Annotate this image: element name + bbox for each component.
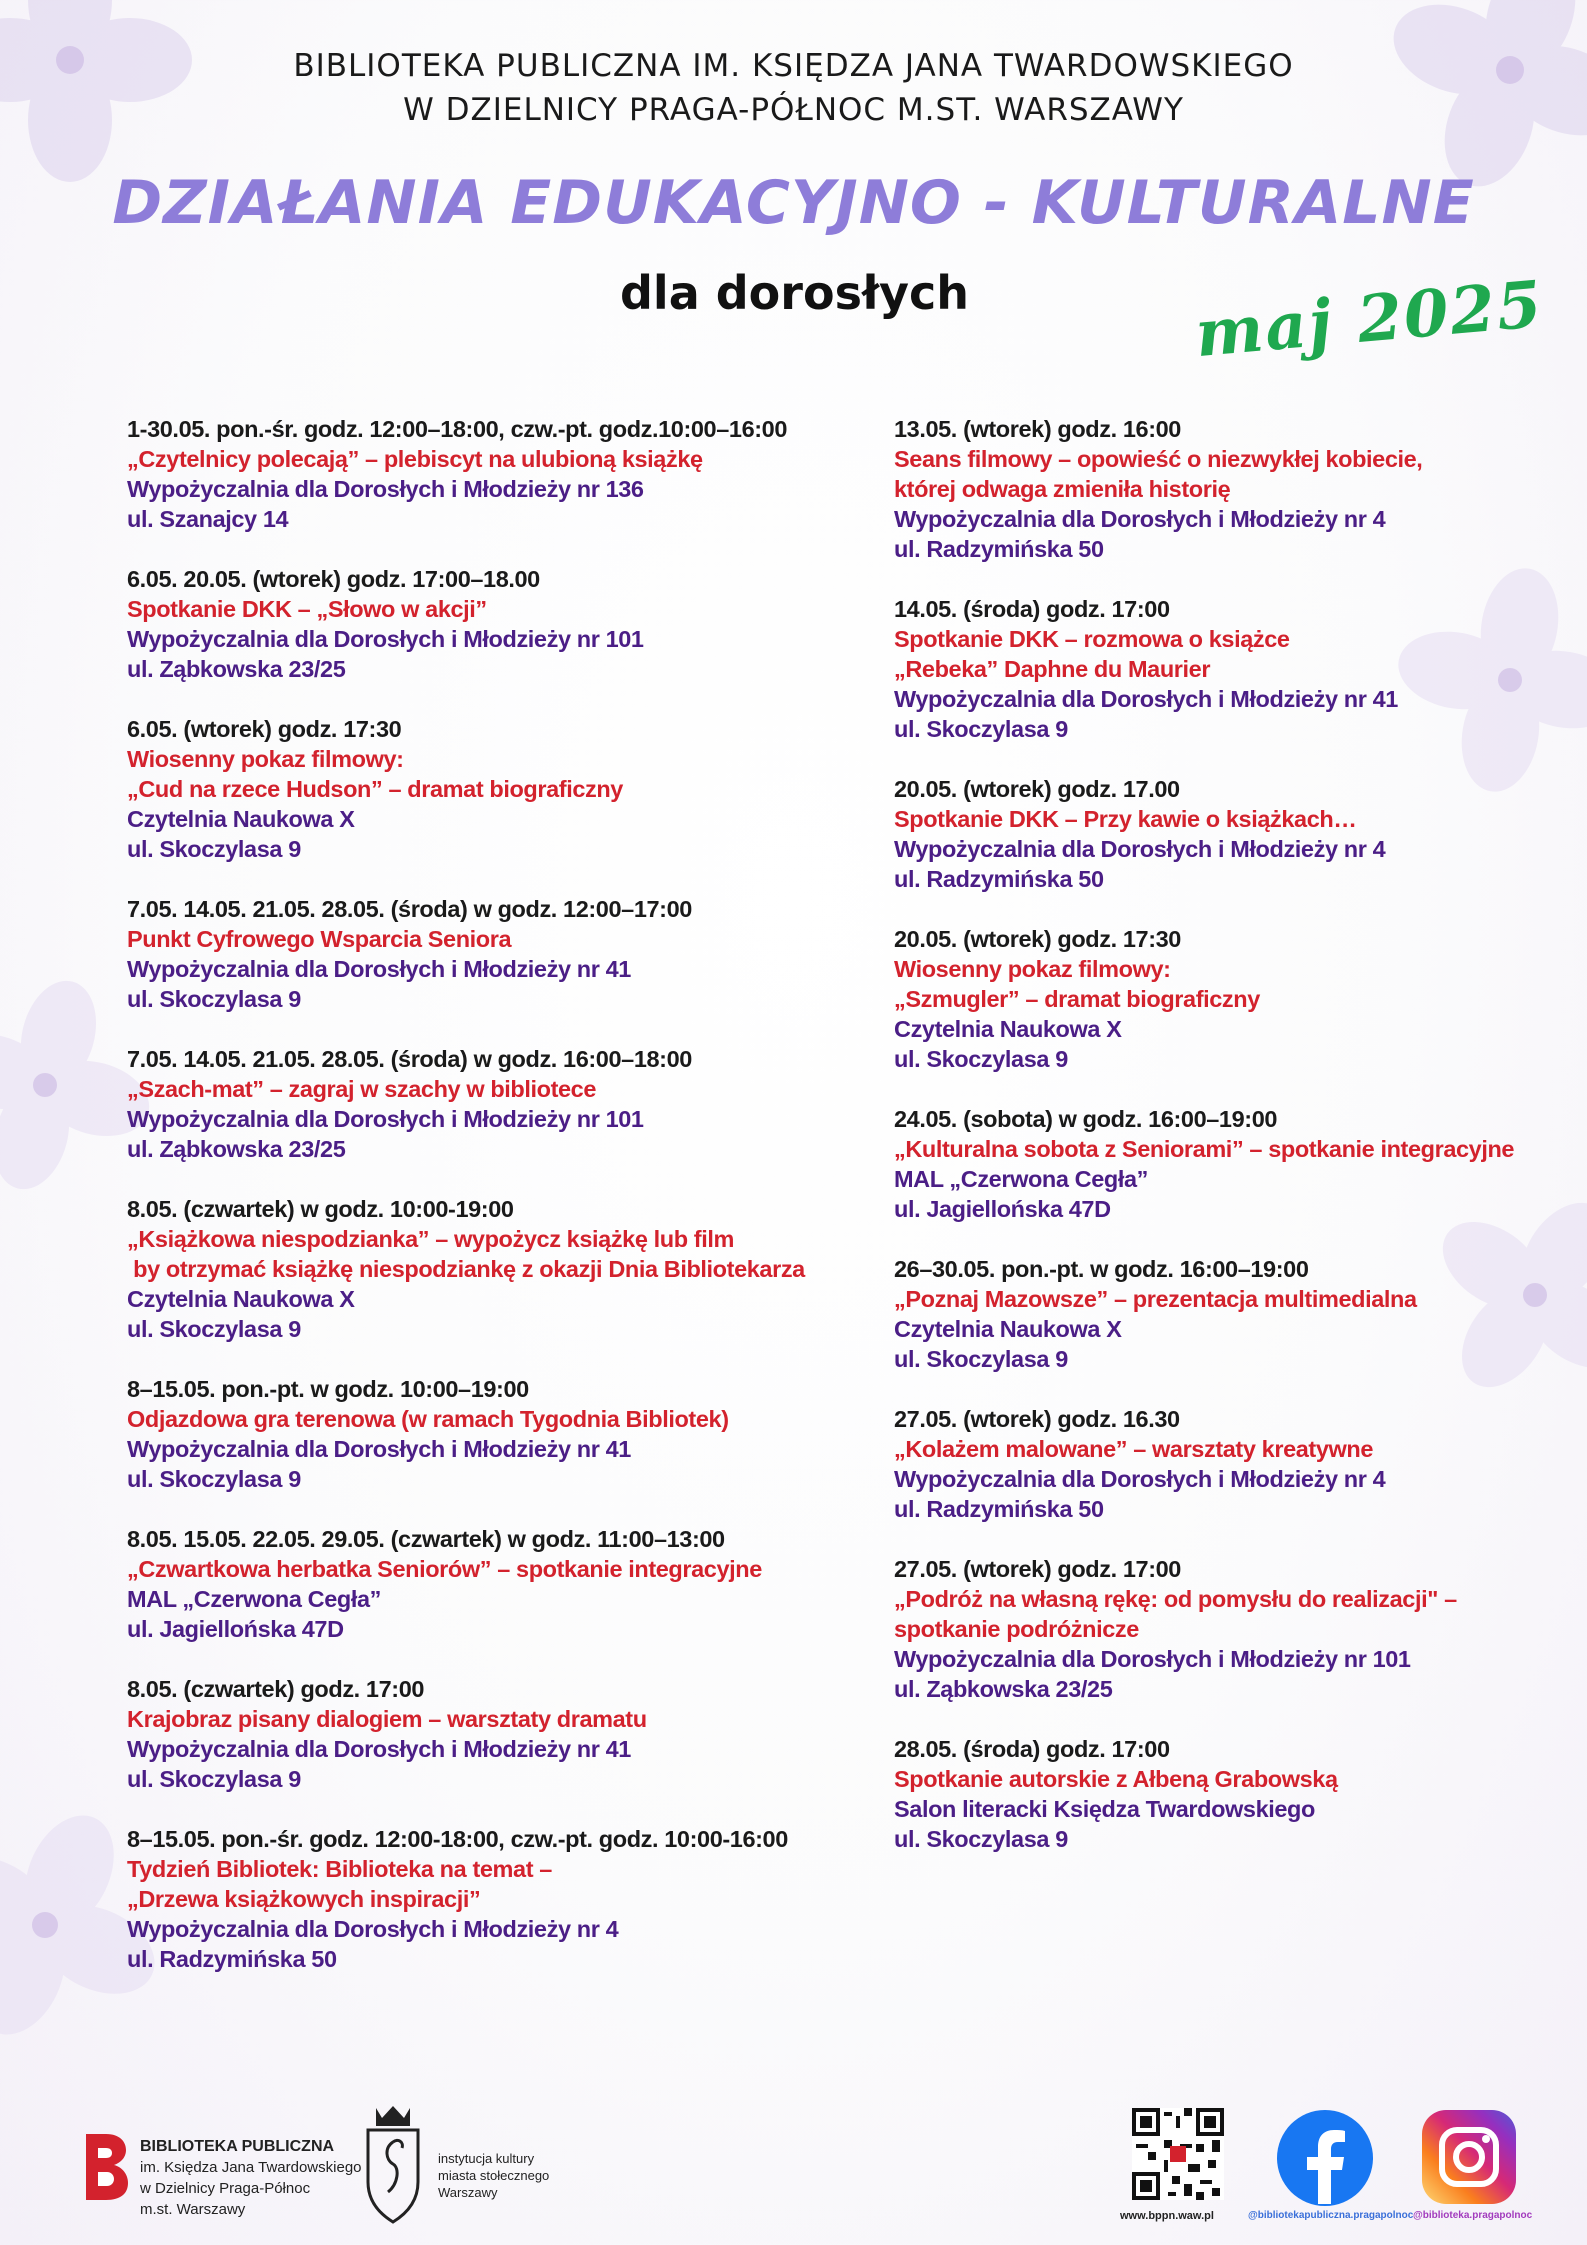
event-item [127,1044,847,1164]
event-title: Tydzień Bibliotek: Biblioteka na temat – [127,1856,552,1882]
month-label: maj 2025 [1192,266,1547,373]
event-venue: Czytelnia Naukowa X [894,1316,1122,1342]
event-date: 13.05. (wtorek) godz. 16:00 [894,416,1181,442]
event-venue: Wypożyczalnia dla Dorosłych i Młodzieży nr 4 [894,836,1386,862]
event-title: „Drzewa książkowych inspiracji” [127,1886,481,1912]
event-item [894,1404,1534,1524]
event-item [127,714,847,864]
event-item [127,894,847,1014]
event-title: „Kolażem malowane” – warsztaty kreatywne [894,1436,1374,1462]
event-address: ul. Ząbkowska 23/25 [894,1676,1113,1702]
library-line: w Dzielnicy Praga-Północ [140,2180,311,2197]
event-date: 8.05. 15.05. 22.05. 29.05. (czwartek) w godz. 11:00–13:00 [127,1526,725,1552]
event-address: ul. Radzymińska 50 [127,1946,337,1972]
event-title: Odjazdowa gra terenowa (w ramach Tygodnia Bibliotek) [127,1406,729,1432]
event-address: ul. Skoczylasa 9 [127,836,301,862]
event-venue: Wypożyczalnia dla Dorosłych i Młodzieży nr 4 [894,506,1386,532]
event-date: 8.05. (czwartek) w godz. 10:00-19:00 [127,1196,514,1222]
event-date: 20.05. (wtorek) godz. 17.00 [894,776,1180,802]
event-title: Wiosenny pokaz filmowy: [127,746,404,772]
event-date: 6.05. 20.05. (wtorek) godz. 17:00–18.00 [127,566,540,592]
event-item [127,1824,847,1974]
footer [0,2100,1587,2245]
event-title: „Cud na rzece Hudson” – dramat biograficzny [127,776,623,802]
event-item [894,1554,1534,1704]
event-address: ul. Ząbkowska 23/25 [127,656,346,682]
event-title: spotkanie podróżnicze [894,1616,1139,1642]
event-item [127,1194,847,1344]
facebook-icon[interactable] [1275,2108,1375,2208]
institution-line: instytucja kultury [438,2151,535,2166]
event-title: Spotkanie DKK – Przy kawie o książkach… [894,806,1357,832]
event-title: Seans filmowy – opowieść o niezwykłej kobiecie, [894,446,1423,472]
library-name-line2: W DZIELNICY PRAGA-PÓŁNOC M.ST. WARSZAWY [403,92,1184,128]
institution-block [438,2150,549,2201]
event-date: 8–15.05. pon.-pt. w godz. 10:00–19:00 [127,1376,529,1402]
event-item [127,1674,847,1794]
event-venue: Wypożyczalnia dla Dorosłych i Młodzieży nr 4 [894,1466,1386,1492]
event-item [127,414,847,534]
event-venue: Wypożyczalnia dla Dorosłych i Młodzieży nr 101 [127,1106,644,1132]
event-venue: Wypożyczalnia dla Dorosłych i Młodzieży nr 4 [127,1916,619,1942]
warsaw-crest-icon [362,2102,424,2230]
event-address: ul. Jagiellońska 47D [894,1196,1111,1222]
event-item [127,1374,847,1494]
event-title: Wiosenny pokaz filmowy: [894,956,1171,982]
library-logo-icon [80,2130,132,2204]
event-item [894,924,1534,1074]
event-venue: MAL „Czerwona Cegła” [127,1586,382,1612]
event-address: ul. Radzymińska 50 [894,866,1104,892]
event-address: ul. Jagiellońska 47D [127,1616,344,1642]
event-title: Spotkanie DKK – „Słowo w akcji” [127,596,487,622]
event-address: ul. Radzymińska 50 [894,536,1104,562]
library-line: im. Księdza Jana Twardowskiego [140,2159,362,2176]
event-title: „Poznaj Mazowsze” – prezentacja multimedialna [894,1286,1417,1312]
event-venue: Salon literacki Księdza Twardowskiego [894,1796,1315,1822]
event-venue: Czytelnia Naukowa X [894,1016,1122,1042]
event-date: 26–30.05. pon.-pt. w godz. 16:00–19:00 [894,1256,1309,1282]
event-address: ul. Skoczylasa 9 [894,1826,1068,1852]
event-title: „Czwartkowa herbatka Seniorów” – spotkanie integracyjne [127,1556,762,1582]
events-column-left [127,414,847,2004]
event-date: 14.05. (środa) godz. 17:00 [894,596,1170,622]
event-venue: Wypożyczalnia dla Dorosłych i Młodzieży nr 41 [127,1736,631,1762]
event-title: Krajobraz pisany dialogiem – warsztaty dramatu [127,1706,647,1732]
facebook-handle[interactable]: @bibliotekapubliczna.pragapolnoc [1248,2210,1414,2221]
event-venue: Wypożyczalnia dla Dorosłych i Młodzieży nr 101 [127,626,644,652]
event-item [894,1254,1534,1374]
event-address: ul. Skoczylasa 9 [127,986,301,1012]
event-address: ul. Skoczylasa 9 [127,1466,301,1492]
event-item [894,594,1534,744]
event-item [894,1104,1534,1224]
event-item [894,774,1534,894]
qr-code-icon[interactable] [1132,2108,1224,2200]
page-title: DZIAŁANIA EDUKACYJNO - KULTURALNE [112,168,1475,238]
event-title: Punkt Cyfrowego Wsparcia Seniora [127,926,512,952]
website-link[interactable]: www.bppn.waw.pl [1120,2210,1214,2222]
event-venue: Czytelnia Naukowa X [127,1286,355,1312]
library-name: BIBLIOTEKA PUBLICZNA [140,2138,335,2155]
event-venue: Wypożyczalnia dla Dorosłych i Młodzieży nr 41 [127,956,631,982]
event-address: ul. Skoczylasa 9 [894,716,1068,742]
library-name-block [140,2136,362,2220]
event-title: „Kulturalna sobota z Seniorami” – spotkanie integracyjne [894,1136,1515,1162]
event-date: 8.05. (czwartek) godz. 17:00 [127,1676,425,1702]
event-address: ul. Ząbkowska 23/25 [127,1136,346,1162]
event-date: 27.05. (wtorek) godz. 16.30 [894,1406,1180,1432]
event-item [894,1734,1534,1854]
event-item [894,414,1534,564]
event-title: „Szmugler” – dramat biograficzny [894,986,1260,1012]
event-item [127,1524,847,1644]
event-address: ul. Skoczylasa 9 [127,1766,301,1792]
institution-line: miasta stołecznego [438,2168,550,2183]
events-column-right [894,414,1534,1884]
event-title: „Rebeka” Daphne du Maurier [894,656,1211,682]
event-title: „Czytelnicy polecają” – plebiscyt na ulubioną książkę [127,446,703,472]
event-address: ul. Skoczylasa 9 [894,1046,1068,1072]
event-venue: MAL „Czerwona Cegła” [894,1166,1149,1192]
event-venue: Czytelnia Naukowa X [127,806,355,832]
event-title: której odwaga zmieniła historię [894,476,1231,502]
event-title: Spotkanie DKK – rozmowa o książce [894,626,1290,652]
event-date: 24.05. (sobota) w godz. 16:00–19:00 [894,1106,1278,1132]
event-date: 6.05. (wtorek) godz. 17:30 [127,716,402,742]
library-name-line1: BIBLIOTEKA PUBLICZNA IM. KSIĘDZA JANA TWARDOWSKIEGO [293,48,1294,84]
event-title: „Szach-mat” – zagraj w szachy w bibliotece [127,1076,597,1102]
event-address: ul. Skoczylasa 9 [127,1316,301,1342]
page-subtitle: dla dorosłych [620,266,970,320]
event-venue: Wypożyczalnia dla Dorosłych i Młodzieży nr 136 [127,476,644,502]
event-venue: Wypożyczalnia dla Dorosłych i Młodzieży nr 41 [127,1436,631,1462]
event-title: by otrzymać książkę niespodziankę z okazji Dnia Bibliotekarza [127,1256,805,1282]
event-item [127,564,847,684]
event-address: ul. Szanajcy 14 [127,506,289,532]
event-date: 28.05. (środa) godz. 17:00 [894,1736,1170,1762]
event-address: ul. Skoczylasa 9 [894,1346,1068,1372]
event-date: 8–15.05. pon.-śr. godz. 12:00-18:00, czw.-pt. godz. 10:00-16:00 [127,1826,788,1852]
event-date: 20.05. (wtorek) godz. 17:30 [894,926,1181,952]
institution-line: Warszawy [438,2185,498,2200]
event-date: 27.05. (wtorek) godz. 17:00 [894,1556,1181,1582]
event-title: „Książkowa niespodzianka” – wypożycz książkę lub film [127,1226,734,1252]
event-date: 1-30.05. pon.-śr. godz. 12:00–18:00, czw.-pt. godz.10:00–16:00 [127,416,788,442]
event-title: „Podróż na własną rękę: od pomysłu do realizacji" – [894,1586,1457,1612]
event-title: Spotkanie autorskie z Ałbeną Grabowską [894,1766,1338,1792]
event-date: 7.05. 14.05. 21.05. 28.05. (środa) w godz. 12:00–17:00 [127,896,692,922]
instagram-handle[interactable]: @biblioteka.pragapolnoc [1413,2210,1533,2221]
event-address: ul. Radzymińska 50 [894,1496,1104,1522]
library-line: m.st. Warszawy [140,2201,246,2218]
event-date: 7.05. 14.05. 21.05. 28.05. (środa) w godz. 16:00–18:00 [127,1046,692,1072]
instagram-icon[interactable] [1420,2108,1518,2206]
event-venue: Wypożyczalnia dla Dorosłych i Młodzieży nr 101 [894,1646,1411,1672]
event-venue: Wypożyczalnia dla Dorosłych i Młodzieży nr 41 [894,686,1398,712]
